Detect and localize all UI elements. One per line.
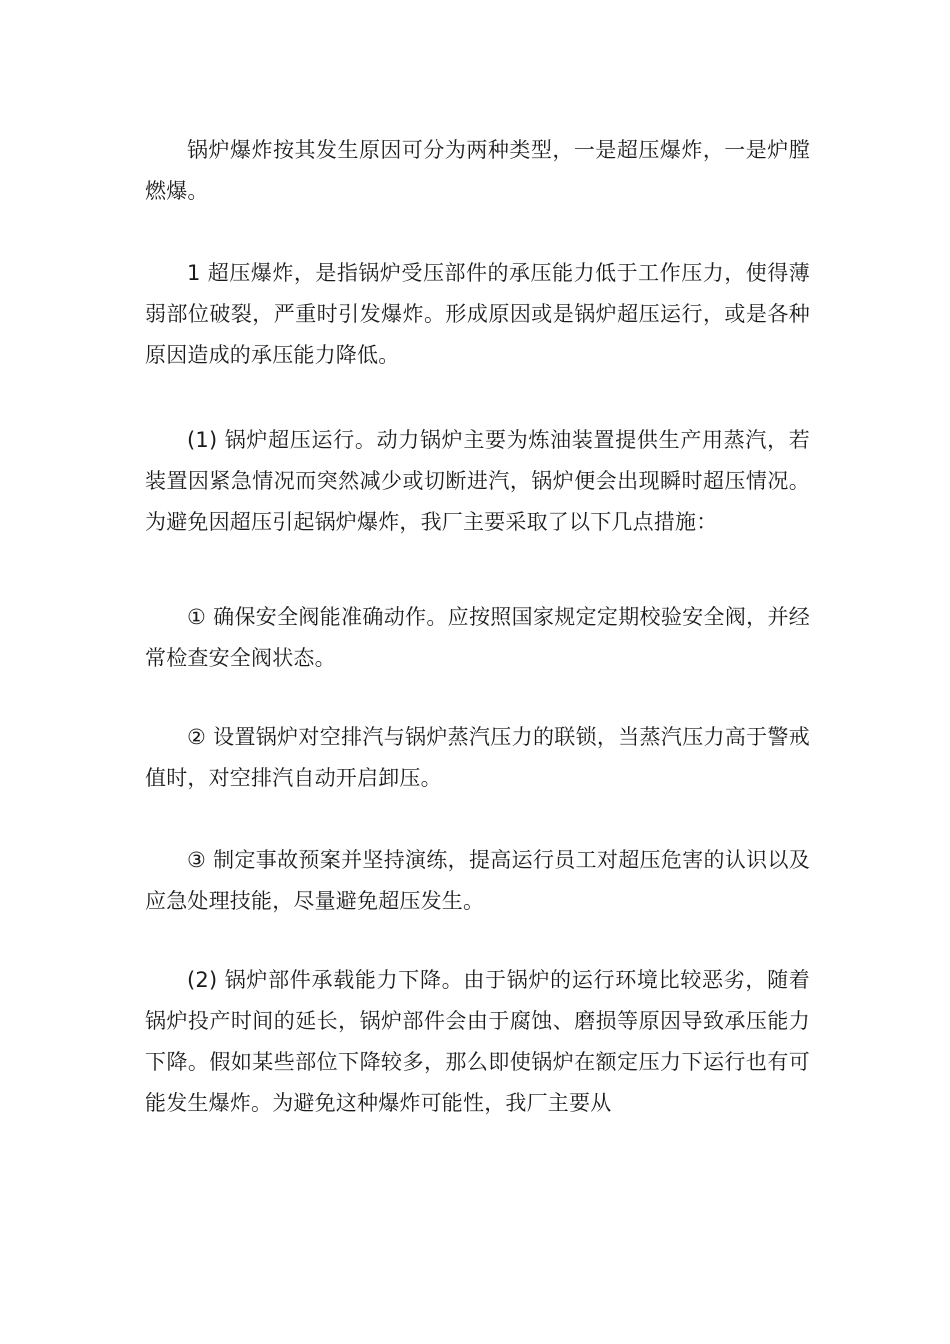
paragraph-measure-3: ③ 制定事故预案并坚持演练，提高运行员工对超压危害的认识以及应急处理技能，尽量避免超压发生。 (145, 848, 810, 913)
paragraph-capacity-decline: (2) 锅炉部件承载能力下降。由于锅炉的运行环境比较恶劣，随着锅炉投产时间的延长，锅炉部件会由于腐蚀、磨损等原因导致承压能力下降。假如某些部位下降较多，那么即使锅炉在额定压力下运行也有可能发生爆炸。为避免这种爆炸可能性，我厂主要从 (145, 968, 810, 1115)
paragraph-overpressure-operation: (1) 锅炉超压运行。动力锅炉主要为炼油装置提供生产用蒸汽，若装置因紧急情况而突然减少或切断进汽，锅炉便会出现瞬时超压情况。为避免因超压引起锅炉爆炸，我厂主要采取了以下几点措施： (145, 428, 810, 534)
paragraph-measure-1: ① 确保安全阀能准确动作。应按照国家规定定期校验安全阀，并经常检查安全阀状态。 (145, 605, 810, 670)
paragraph-measure-2: ② 设置锅炉对空排汽与锅炉蒸汽压力的联锁，当蒸汽压力高于警戒值时，对空排汽自动开启卸压。 (145, 725, 810, 790)
paragraph-intro: 锅炉爆炸按其发生原因可分为两种类型，一是超压爆炸，一是炉膛燃爆。 (145, 138, 810, 203)
paragraph-overpressure-explosion: 1 超压爆炸，是指锅炉受压部件的承压能力低于工作压力，使得薄弱部位破裂，严重时引发爆炸。形成原因或是锅炉超压运行，或是各种原因造成的承压能力降低。 (145, 261, 810, 367)
